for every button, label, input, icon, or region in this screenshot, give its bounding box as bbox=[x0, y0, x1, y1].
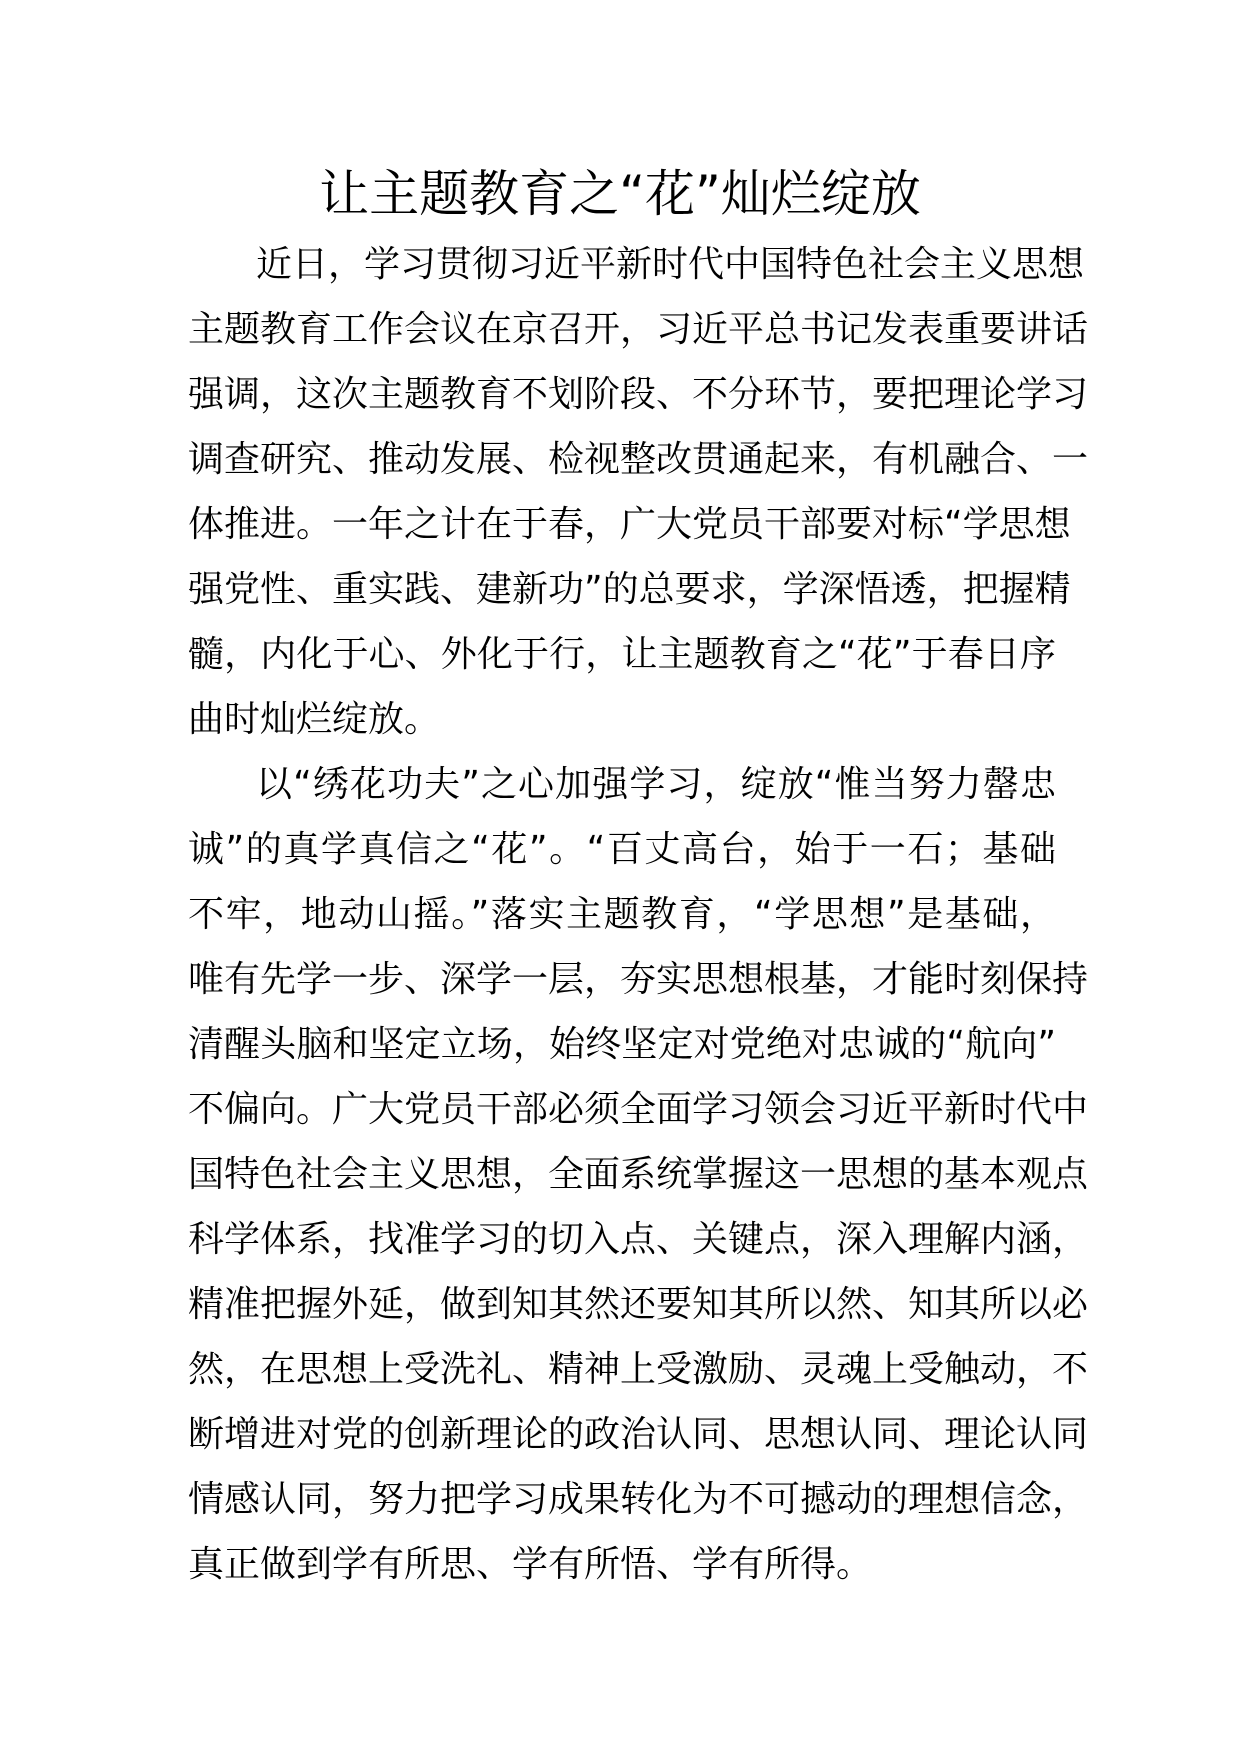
paragraph-2-line-10: 然，在思想上受洗礼、精神上受激励、灵魂上受触动，不 bbox=[188, 1349, 1089, 1390]
paragraph-2-line-2: 诚”的真学真信之“花”。“百丈高台，始于一石；基础 bbox=[188, 829, 1056, 870]
paragraph-2-line-1: 以“绣花功夫”之心加强学习，绽放“惟当努力罄忠 bbox=[256, 764, 1056, 805]
paragraph-2-line-3: 不牢，地动山摇。”落实主题教育，“学思想”是基础， bbox=[188, 894, 1056, 935]
paragraph-1-line-7: 髓，内化于心、外化于行，让主题教育之“花”于春日序 bbox=[188, 634, 1056, 675]
document-title: 让主题教育之“花”灿烂绽放 bbox=[319, 165, 921, 223]
paragraph-1-line-3: 强调，这次主题教育不划阶段、不分环节，要把理论学习 bbox=[188, 374, 1089, 415]
paragraph-2-line-9: 精准把握外延，做到知其然还要知其所以然、知其所以必 bbox=[188, 1284, 1089, 1325]
paragraph-2-line-11: 断增进对党的创新理论的政治认同、思想认同、理论认同 bbox=[188, 1414, 1089, 1455]
paragraph-1-line-6: 强党性、重实践、建新功”的总要求，学深悟透，把握精 bbox=[188, 569, 1071, 610]
paragraph-2-line-12: 情感认同，努力把学习成果转化为不可撼动的理想信念， bbox=[188, 1479, 1089, 1520]
paragraph-1-line-5: 体推进。一年之计在于春，广大党员干部要对标“学思想 bbox=[188, 504, 1071, 545]
paragraph-2-line-7: 国特色社会主义思想，全面系统掌握这一思想的基本观点 bbox=[188, 1154, 1089, 1195]
document-body bbox=[188, 232, 1089, 1597]
paragraph-2-line-13: 真正做到学有所思、学有所悟、学有所得。 bbox=[188, 1544, 873, 1585]
paragraph-1-line-4: 调查研究、推动发展、检视整改贯通起来，有机融合、一 bbox=[188, 439, 1089, 480]
paragraph-1-line-2: 主题教育工作会议在京召开，习近平总书记发表重要讲话 bbox=[188, 309, 1089, 350]
paragraph-1-line-8: 曲时灿烂绽放。 bbox=[188, 699, 441, 740]
paragraph-1-line-1: 近日，学习贯彻习近平新时代中国特色社会主义思想 bbox=[256, 244, 1085, 285]
paragraph-2-line-4: 唯有先学一步、深学一层，夯实思想根基，才能时刻保持 bbox=[188, 959, 1089, 1000]
paragraph-2-line-8: 科学体系，找准学习的切入点、关键点，深入理解内涵， bbox=[188, 1219, 1089, 1260]
paragraph-2-line-6: 不偏向。广大党员干部必须全面学习领会习近平新时代中 bbox=[188, 1089, 1089, 1130]
paragraph-2-line-5: 清醒头脑和坚定立场，始终坚定对党绝对忠诚的“航向” bbox=[188, 1024, 1056, 1065]
